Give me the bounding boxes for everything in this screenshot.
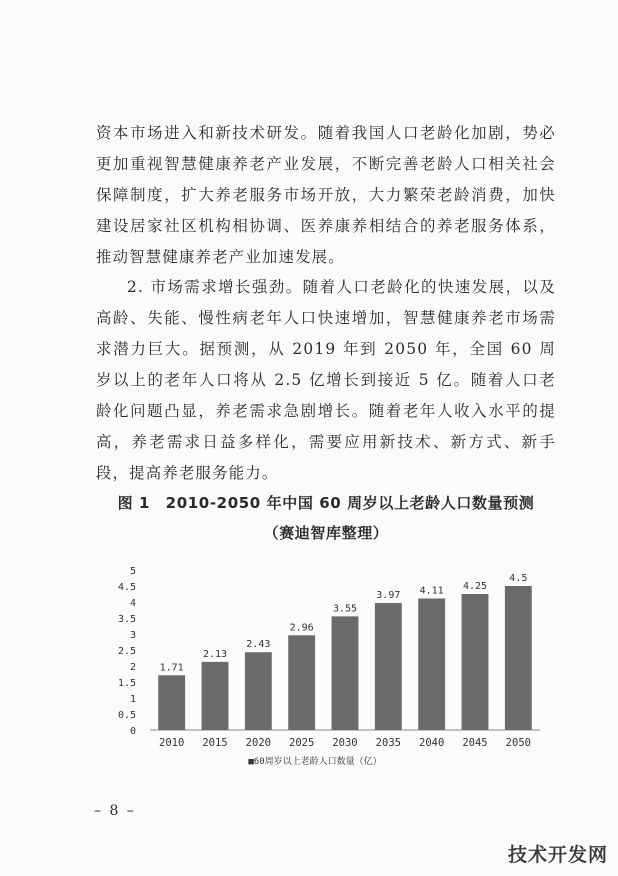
y-tick-label: 2 bbox=[129, 662, 136, 673]
data-label: 3.55 bbox=[332, 603, 358, 615]
x-tick-label: 2015 bbox=[202, 737, 228, 749]
bar bbox=[202, 662, 229, 730]
y-tick-label: 1.5 bbox=[117, 678, 136, 689]
data-label: 2.96 bbox=[289, 622, 314, 634]
x-tick-label: 2010 bbox=[159, 737, 185, 749]
data-label: 4.11 bbox=[419, 585, 444, 597]
data-label: 1.71 bbox=[159, 662, 184, 674]
bar bbox=[418, 598, 445, 730]
y-tick-label: 0.5 bbox=[117, 710, 136, 721]
x-tick-label: 2050 bbox=[505, 737, 531, 749]
bar bbox=[332, 616, 359, 730]
bar bbox=[505, 586, 532, 730]
legend-entry: ■60周岁以上老龄人口数量（亿） bbox=[248, 757, 382, 767]
y-tick-label: 1 bbox=[129, 694, 136, 705]
bar bbox=[158, 675, 185, 730]
x-tick-label: 2035 bbox=[375, 737, 401, 749]
data-label: 2.13 bbox=[202, 648, 228, 660]
site-watermark: 技术开发网 bbox=[507, 844, 608, 866]
x-tick-label: 2030 bbox=[332, 737, 358, 749]
y-tick-label: 3 bbox=[129, 630, 136, 641]
x-tick-label: 2025 bbox=[289, 737, 315, 749]
y-tick-label: 4 bbox=[129, 598, 136, 609]
bar-chart bbox=[110, 560, 550, 775]
y-tick-label: 4.5 bbox=[117, 582, 136, 593]
figure-title: 图 1 2010-2050 年中国 60 周岁以上老龄人口数量预测 bbox=[117, 494, 535, 512]
data-label: 4.25 bbox=[462, 581, 488, 592]
figure-subtitle: （赛迪智库整理） bbox=[263, 524, 389, 542]
data-label: 4.5 bbox=[509, 573, 528, 584]
page-number: – 8 – bbox=[94, 803, 136, 819]
bar bbox=[375, 603, 402, 730]
bar bbox=[288, 635, 315, 730]
paragraph-2: 2. 市场需求增长强劲。随着人口老龄化的快速发展，以及高龄、失能、慢性病老年人口快速增加，智慧健康养老市场需求潜力巨大。据预测，从 2019 年到 2050 年，全国 60 周岁以上的老年人口将从 2.5 亿增长到接近 5 亿。随着人口老龄化问题凸显，养老需求急剧增长。随着老年人收入水平的提高，养老需求日益多样化，需要应用新技术、新方式、新手段，提高养老服务能力。 bbox=[96, 278, 556, 482]
data-label: 3.97 bbox=[376, 589, 401, 601]
y-tick-label: 0 bbox=[129, 726, 136, 737]
x-tick-label: 2045 bbox=[462, 737, 488, 749]
y-tick-label: 5 bbox=[129, 566, 136, 577]
bar bbox=[245, 652, 272, 730]
paragraph-1: 资本市场进入和新技术研发。随着我国人口老龄化加剧，势必更加重视智慧健康养老产业发展，不断完善老龄人口相关社会保障制度，扩大养老服务市场开放，大力繁荣老龄消费，加快建设居家社区机构相协调、医养康养相结合的养老服务体系，推动智慧健康养老产业加速发展。 bbox=[96, 124, 556, 266]
y-tick-label: 2.5 bbox=[117, 646, 136, 657]
x-tick-label: 2040 bbox=[419, 737, 445, 749]
y-tick-label: 3.5 bbox=[117, 614, 136, 625]
x-tick-label: 2020 bbox=[245, 737, 271, 749]
data-label: 2.43 bbox=[246, 639, 271, 651]
bar bbox=[462, 594, 489, 730]
